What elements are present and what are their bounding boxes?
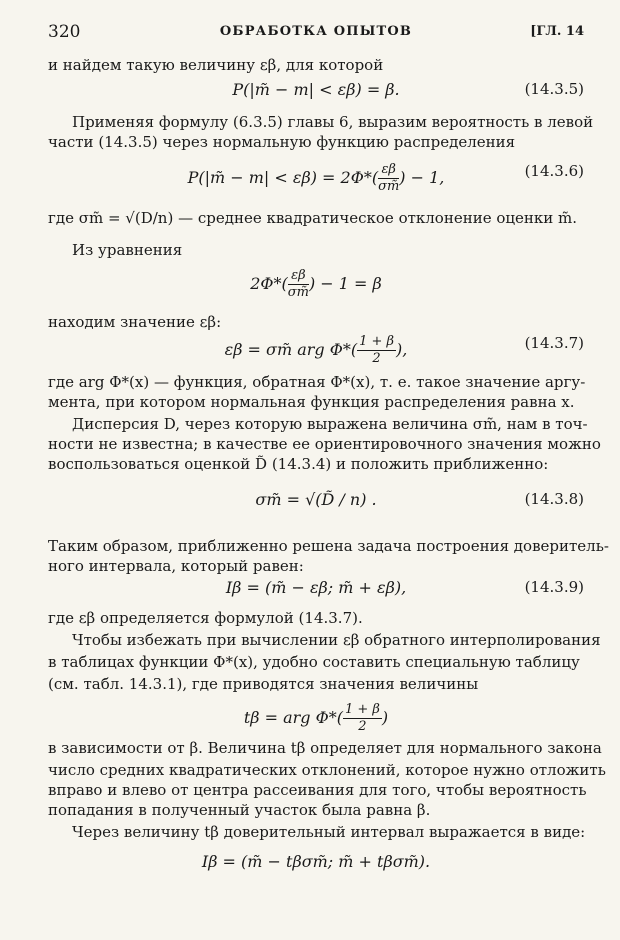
equation-left: P(|m̃ − m| < εβ) = 2Φ* [187,168,372,187]
fraction-numerator: 1 + β [344,702,380,717]
equation-number: (14.3.6) [524,162,584,180]
equation-left: tβ = arg Φ* [243,708,337,727]
equation-right: − 1, [410,168,445,187]
page-header [48,22,584,44]
page-number: 320 [48,22,81,42]
text-line: (см. табл. 14.3.1), где приводятся значения величины [48,675,479,693]
text-line: и найдем такую величину εβ, для которой [48,56,384,74]
fraction [357,334,396,367]
text-line: где σm̃ = √(D/n) — среднее квадратическое отклонение оценки m̃. [48,209,578,227]
equation-inverse [48,256,584,304]
equation-formula: P(|m̃ − m| < εβ) = β. [232,80,400,99]
text-line: мента, при котором нормальная функция распределения равна x. [48,393,575,411]
equation-number: (14.3.7) [524,334,584,352]
equation-formula: σm̃ = √(D̃ / n) . [255,490,377,509]
running-title: ОБРАБОТКА ОПЫТОВ [219,24,413,39]
text-line: ности не известна; в качестве ее ориентировочного значения можно [48,435,601,453]
equation-14-3-9 [48,578,584,608]
equation-formula: Iβ = (m̃ − εβ; m̃ + εβ), [225,578,407,597]
text-line: Применяя формулу (6.3.5) главы 6, выразим вероятность в левой [72,113,594,131]
text-line: число средних квадратических отклонений, которое нужно отложить [48,761,606,779]
fraction-denominator: 2 [372,351,381,366]
equation-right: − 1 = β [320,274,382,293]
equation-formula: εβ = σm̃ arg Φ*( $\frac{1 + \beta}{2}$ ), [224,334,408,366]
text-line: вправо и влево от центра рассеивания для того, чтобы вероятность [48,781,587,799]
text-line: находим значение εβ: [48,313,222,331]
text-line: Из уравнения [72,241,183,259]
fraction [288,268,309,301]
text-line: Через величину tβ доверительный интервал выражается в виде: [72,823,586,841]
equation-number: (14.3.5) [524,80,584,98]
text-line: в зависимости от β. Величина tβ определяет для нормального закона [48,739,602,757]
equation-left: 2Φ* [250,274,282,293]
equation-left: εβ = σm̃ arg Φ* [224,340,351,359]
fraction-denominator: 2 [358,719,367,734]
equation-number: (14.3.9) [524,578,584,596]
fraction-denominator: σm̃ [287,285,309,300]
text-line: части (14.3.5) через нормальную функцию распределения [48,133,516,151]
text-line: Чтобы избежать при вычислении εβ обратного интерполирования [72,631,601,649]
equation-formula: 2Φ*( $\frac{\varepsilon\beta}{\sigma m̃}$ ) − 1 = β [250,268,382,300]
equation-14-3-5 [48,80,584,110]
equation-14-3-6 [48,150,584,198]
text-line: где εβ определяется формулой (14.3.7). [48,609,363,627]
fraction-denominator: σm̃ [378,179,400,194]
text-line: воспользоваться оценкой D̃ (14.3.4) и положить приближенно: [48,455,549,473]
text-line: попадания в полученный участок была равна β. [48,801,431,819]
fraction-numerator: εβ [378,162,399,179]
equation-14-3-8 [48,490,584,520]
equation-number: (14.3.8) [524,490,584,508]
text-line: в таблицах функции Φ*(x), удобно составить специальную таблицу [48,653,580,671]
equation-right: , [402,340,408,359]
equation-formula: P(|m̃ − m| < εβ) = 2Φ*( $\frac{\varepsilon\beta}{\sigma m̃}$ ) − 1, [187,162,445,194]
text-line: ного интервала, который равен: [48,557,304,575]
chapter-marker: [ГЛ. 14 [530,24,584,39]
equation-14-3-7 [48,322,584,370]
text-line: Дисперсия D, через которую выражена величина σm̃, нам в точ- [72,415,588,433]
equation-interval-t [48,852,584,882]
equation-formula: Iβ = (m̃ − tβσm̃; m̃ + tβσm̃). [201,852,431,871]
equation-t-beta [48,690,584,738]
fraction [343,702,382,735]
fraction-numerator: εβ [288,268,309,285]
fraction [378,162,399,195]
text-line: где arg Φ*(x) — функция, обратная Φ*(x), т. е. такое значение аргу- [48,373,586,391]
text-line: Таким образом, приближенно решена задача построения доверитель- [48,537,609,555]
equation-formula: tβ = arg Φ*( $\frac{1 + \beta}{2}$ ) [243,702,389,734]
fraction-numerator: 1 + β [359,334,395,349]
